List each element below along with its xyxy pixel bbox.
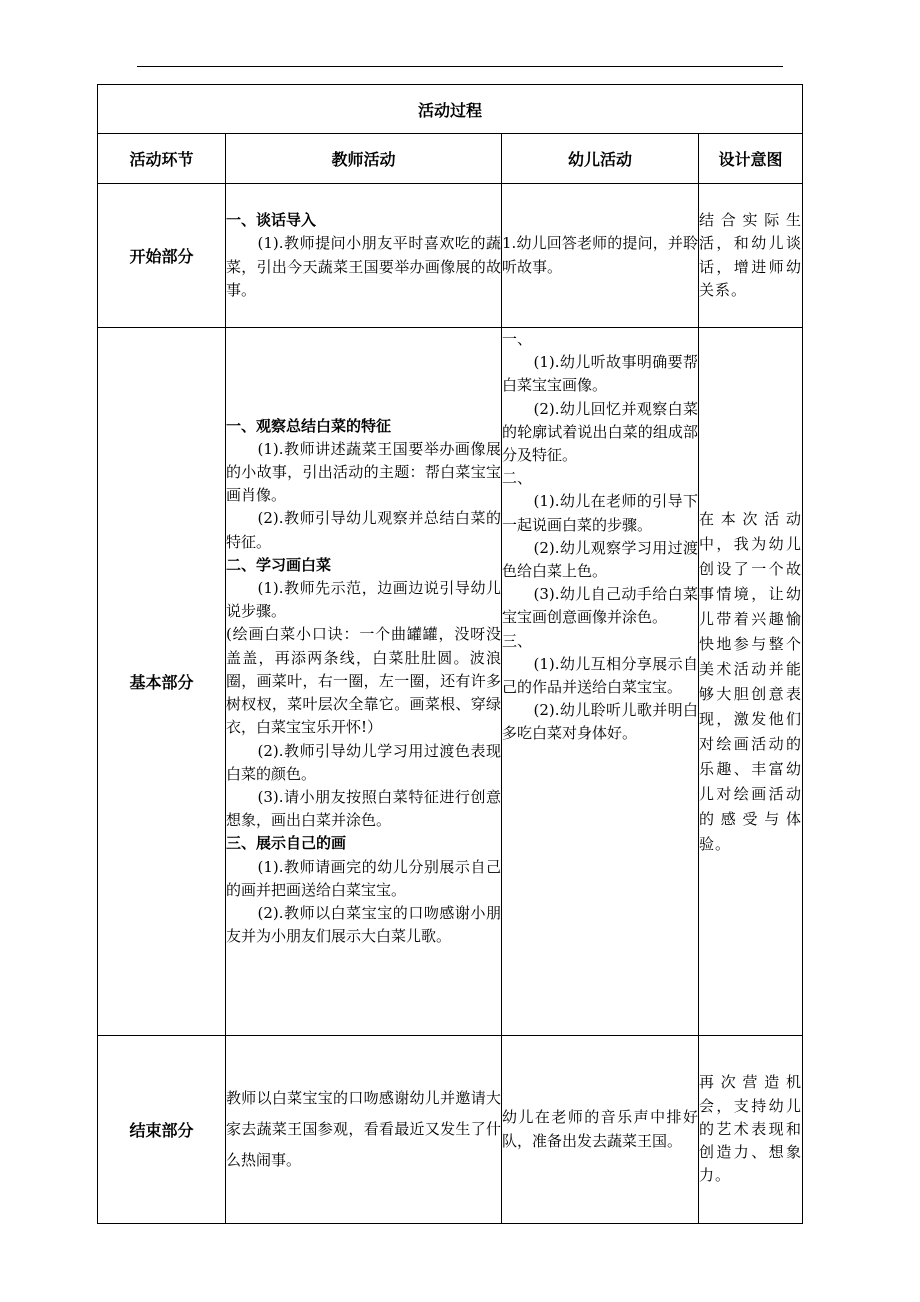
child-end: 幼儿在老师的音乐声中排好队，准备出发去蔬菜王国。 <box>502 1036 699 1224</box>
teacher-start-step: (1).教师提问小朋友平时喜欢吃的蔬菜，引出今天蔬菜王国要举办画像展的故事。 <box>226 234 501 299</box>
header-stage: 活动环节 <box>98 134 226 184</box>
child-basic-step: (2).幼儿回忆并观察白菜的轮廓试着说出白菜的组成部分及特征。 <box>502 399 698 465</box>
teacher-basic-step: (2).教师以白菜宝宝的口吻感谢小朋友并为小朋友们展示大白菜儿歌。 <box>226 903 501 946</box>
child-basic-section: 一、 <box>502 330 533 348</box>
teacher-basic-step: (2).教师引导幼儿观察并总结白菜的特征。 <box>226 509 501 551</box>
teacher-basic-heading-2: 二、学习画白菜 <box>226 555 332 574</box>
child-basic-section: 二、 <box>502 469 533 488</box>
teacher-basic-step: (2).教师引导幼儿学习用过渡色表现白菜的颜色。 <box>226 741 501 783</box>
header-intent: 设计意图 <box>699 134 803 184</box>
teacher-basic-heading-1: 一、观察总结白菜的特征 <box>226 416 392 435</box>
header-teacher: 教师活动 <box>226 134 502 184</box>
teacher-basic-step: (1).教师请画完的幼儿分别展示自己的画并把画送给白菜宝宝。 <box>226 857 501 899</box>
teacher-basic-rhyme: (绘画白菜小口诀：一个曲罐罐，没呀没盖盖，再添两条线，白菜肚肚圆。波浪圈，画菜叶，右一圈，左一圈，还有许多树杈杈，菜叶层次全靠它。画菜根、穿绿衣，白菜宝宝乐开怀!） <box>226 625 501 737</box>
table-row-basic <box>98 328 803 1036</box>
stage-basic: 基本部分 <box>98 328 226 1036</box>
table-row-start <box>98 184 803 328</box>
intent-basic: 在本次活动中，我为幼儿创设了一个故事情境，让幼儿带着兴趣愉快地参与整个美术活动并能够大胆创意表现，激发他们对绘画活动的乐趣、丰富幼儿对绘画活动的感受与体验。 <box>699 328 803 1036</box>
table-title: 活动过程 <box>98 85 803 134</box>
child-basic-step: (1).幼儿听故事明确要帮白菜宝宝画像。 <box>502 353 698 395</box>
header-row <box>98 134 803 184</box>
table-title-row <box>98 85 803 134</box>
intent-end: 再次营造机会，支持幼儿的艺术表现和创造力、想象力。 <box>699 1036 803 1224</box>
child-basic-step: (1).幼儿在老师的引导下一起说画白菜的步骤。 <box>502 492 698 534</box>
teacher-start-heading: 一、谈话导入 <box>226 211 317 230</box>
teacher-basic-step: (3).请小朋友按照白菜特征进行创意想象，画出白菜并涂色。 <box>226 787 501 830</box>
intent-start: 结合实际生活，和幼儿谈话，增进师幼关系。 <box>699 184 803 328</box>
teacher-basic-step: (1).教师先示范，边画边说引导幼儿说步骤。 <box>226 579 501 621</box>
header-child: 幼儿活动 <box>502 134 699 184</box>
teacher-basic-step: (1).教师讲述蔬菜王国要举办画像展的小故事，引出活动的主题：帮白菜宝宝画肖像。 <box>226 439 501 505</box>
child-basic-step: (2).幼儿观察学习用过渡色给白菜上色。 <box>502 538 698 581</box>
child-basic <box>502 328 699 1036</box>
stage-start: 开始部分 <box>98 184 226 328</box>
teacher-basic <box>226 328 502 1036</box>
teacher-basic-heading-3: 三、展示自己的画 <box>226 834 347 853</box>
teacher-start <box>226 184 502 328</box>
stage-end: 结束部分 <box>98 1036 226 1224</box>
header-rule <box>137 66 783 67</box>
child-basic-step: (1).幼儿互相分享展示自己的作品并送给白菜宝宝。 <box>502 654 698 697</box>
teacher-end: 教师以白菜宝宝的口吻感谢幼儿并邀请大家去蔬菜王国参观，看看最近又发生了什么热闹事。 <box>226 1036 502 1224</box>
child-start: 1.幼儿回答老师的提问，并聆听故事。 <box>502 184 699 328</box>
activity-process-table <box>97 84 803 1224</box>
table-row-end <box>98 1036 803 1224</box>
child-basic-section: 三、 <box>502 631 533 650</box>
child-basic-step: (2).幼儿聆听儿歌并明白多吃白菜对身体好。 <box>502 701 698 743</box>
child-basic-step: (3).幼儿自己动手给白菜宝宝画创意画像并涂色。 <box>502 585 698 627</box>
